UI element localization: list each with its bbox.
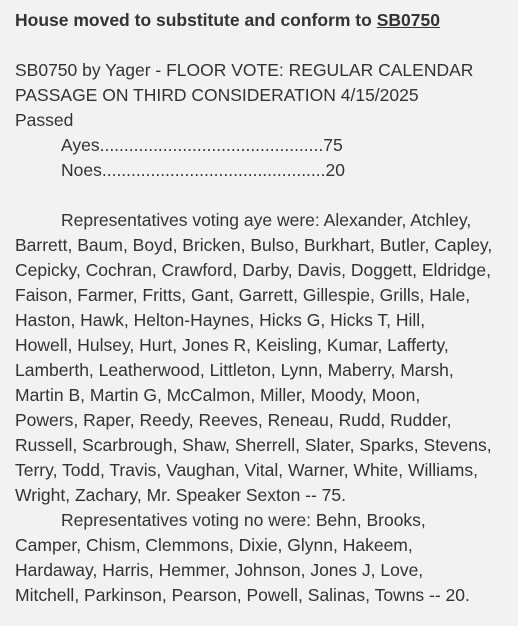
spacer — [15, 33, 504, 58]
aye-voters-line: Representatives voting aye were: Alexander, Atchley, — [61, 210, 472, 230]
aye-voters-line: Barrett, Baum, Boyd, Bricken, Bulso, Burkhart, Butler, Capley, — [15, 235, 493, 255]
vote-title-line-1: SB0750 by Yager - FLOOR VOTE: REGULAR CALENDAR — [15, 60, 474, 80]
aye-voters-line: Powers, Raper, Reedy, Reeves, Reneau, Rudd, Rudder, — [15, 410, 452, 430]
no-voters-line: Representatives voting no were: Behn, Brooks, — [61, 510, 426, 530]
aye-voters-line: Haston, Hawk, Helton-Haynes, Hicks G, Hicks T, Hill, — [15, 310, 426, 330]
aye-voters-line: Howell, Hulsey, Hurt, Jones R, Keisling, Kumar, Lafferty, — [15, 335, 449, 355]
vote-title-line-2: PASSAGE ON THIRD CONSIDERATION 4/15/2025 — [15, 85, 419, 105]
bill-link-sb0750[interactable]: SB0750 — [376, 10, 440, 30]
aye-voters-line: Russell, Scarbrough, Shaw, Sherrell, Slater, Sparks, Stevens, — [15, 435, 492, 455]
aye-voters-line: Faison, Farmer, Fritts, Gant, Garrett, Gillespie, Grills, Hale, — [15, 285, 471, 305]
aye-voters-line: Lamberth, Leatherwood, Littleton, Lynn, Maberry, Marsh, — [15, 360, 454, 380]
aye-voters-line: Cepicky, Cochran, Crawford, Darby, Davis, Doggett, Eldridge, — [15, 260, 491, 280]
spacer — [15, 183, 504, 208]
no-voters-line: Camper, Chism, Clemmons, Dixie, Glynn, Hakeem, — [15, 535, 413, 555]
aye-voters-line: Wright, Zachary, Mr. Speaker Sexton -- 75. — [15, 485, 347, 505]
substitution-heading-text: House moved to substitute and conform to — [15, 10, 377, 30]
aye-voters-line: Martin B, Martin G, McCalmon, Miller, Moody, Moon, — [15, 385, 421, 405]
aye-voters-line: Terry, Todd, Travis, Vaughan, Vital, Warner, White, Williams, — [15, 460, 478, 480]
no-voters-line: Hardaway, Harris, Hemmer, Johnson, Jones J, Love, — [15, 560, 424, 580]
vote-status: Passed — [15, 110, 74, 130]
vote-summary — [15, 58, 504, 183]
aye-voters-paragraph — [15, 208, 504, 508]
noes-count: Noes..............................................20 — [61, 160, 345, 180]
ayes-count: Ayes..............................................75 — [61, 135, 343, 155]
no-voters-paragraph — [15, 508, 504, 608]
no-voters-line: Mitchell, Parkinson, Pearson, Powell, Salinas, Towns -- 20. — [15, 585, 470, 605]
substitution-heading — [15, 8, 504, 33]
